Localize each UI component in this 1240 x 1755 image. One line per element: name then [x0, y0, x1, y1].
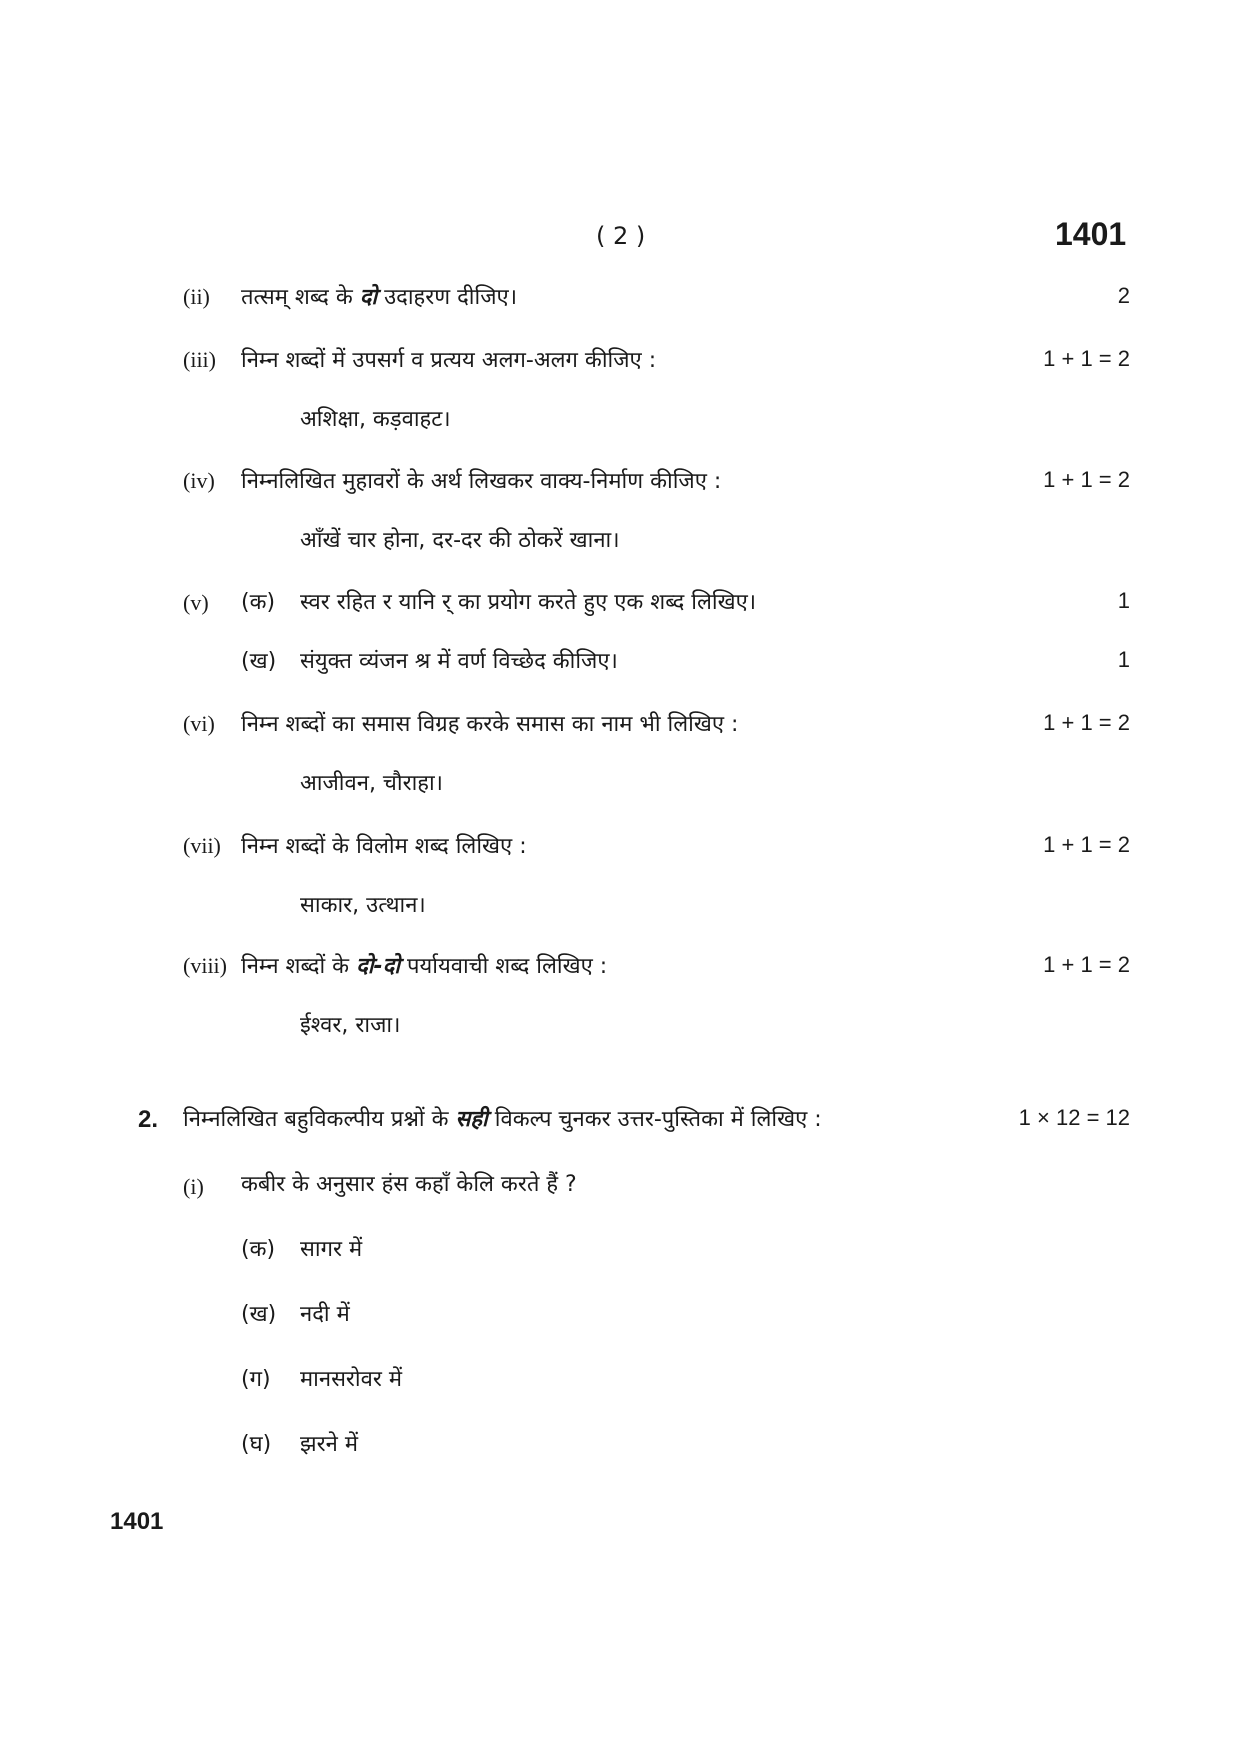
question-number: 2.: [138, 1106, 159, 1133]
part-question: कबीर के अनुसार हंस कहाँ केलि करते हैं ?: [241, 1172, 577, 1197]
part-label: (vi): [183, 711, 215, 736]
emphasis-text: दो-दो: [356, 954, 400, 979]
part-label: (ii): [183, 284, 210, 309]
part-label: (viii): [183, 953, 227, 978]
paper-code-header: 1401: [1055, 216, 1127, 252]
option-label: (ग): [241, 1367, 271, 1392]
sub-part-question: संयुक्त व्यंजन श्र में वर्ण विच्छेद कीजिए।: [300, 649, 618, 674]
sub-part-question: स्वर रहित र यानि र् का प्रयोग करते हुए एक शब्द लिखिए।: [300, 590, 757, 615]
part-label: (i): [183, 1174, 204, 1199]
part-question: निम्न शब्दों के दो-दो पर्यायवाची शब्द लिखिए :: [241, 954, 608, 979]
part-label: (iv): [183, 468, 215, 493]
question-instruction: निम्नलिखित बहुविकल्पीय प्रश्नों के सही विकल्प चुनकर उत्तर-पुस्तिका में लिखिए :: [183, 1107, 822, 1132]
marks: 1 × 12 = 12: [1018, 1105, 1130, 1130]
part-question: तत्सम् शब्द के दो उदाहरण दीजिए।: [241, 285, 518, 310]
part-answer-words: ईश्वर, राजा।: [300, 1013, 401, 1038]
part-answer-words: अशिक्षा, कड़वाहट।: [300, 407, 451, 432]
marks: 1 + 1 = 2: [1043, 952, 1130, 977]
marks: 1: [1117, 588, 1130, 613]
part-label: (vii): [183, 833, 221, 858]
option-text: मानसरोवर में: [300, 1367, 403, 1392]
marks: 2: [1117, 283, 1130, 308]
option-text: नदी में: [300, 1302, 350, 1327]
marks: 1 + 1 = 2: [1043, 346, 1130, 371]
part-answer-words: आँखें चार होना, दर-दर की ठोकरें खाना।: [300, 528, 620, 553]
option-label: (क): [241, 1237, 276, 1262]
part-label: (v): [183, 590, 209, 615]
page-number: ( 2 ): [596, 222, 646, 250]
emphasis-text: दो: [359, 285, 378, 310]
part-question: निम्न शब्दों में उपसर्ग व प्रत्यय अलग-अलग कीजिए :: [241, 348, 657, 373]
paper-code-footer: 1401: [110, 1508, 164, 1535]
part-question: निम्न शब्दों के विलोम शब्द लिखिए :: [241, 834, 527, 859]
part-question: निम्न शब्दों का समास विग्रह करके समास का नाम भी लिखिए :: [241, 712, 739, 737]
sub-part-label: (ख): [241, 649, 277, 674]
part-question: निम्नलिखित मुहावरों के अर्थ लिखकर वाक्य-निर्माण कीजिए :: [241, 469, 722, 494]
marks: 1 + 1 = 2: [1043, 467, 1130, 492]
option-text: सागर में: [300, 1237, 363, 1262]
part-answer-words: आजीवन, चौराहा।: [300, 771, 444, 796]
option-label: (घ): [241, 1432, 272, 1457]
option-label: (ख): [241, 1302, 277, 1327]
marks: 1 + 1 = 2: [1043, 832, 1130, 857]
marks: 1: [1117, 647, 1130, 672]
part-answer-words: साकार, उत्थान।: [300, 893, 426, 918]
sub-part-label: (क): [241, 590, 276, 615]
emphasis-text: सही: [455, 1107, 488, 1132]
option-text: झरने में: [300, 1432, 358, 1457]
marks: 1 + 1 = 2: [1043, 710, 1130, 735]
part-label: (iii): [183, 347, 216, 372]
